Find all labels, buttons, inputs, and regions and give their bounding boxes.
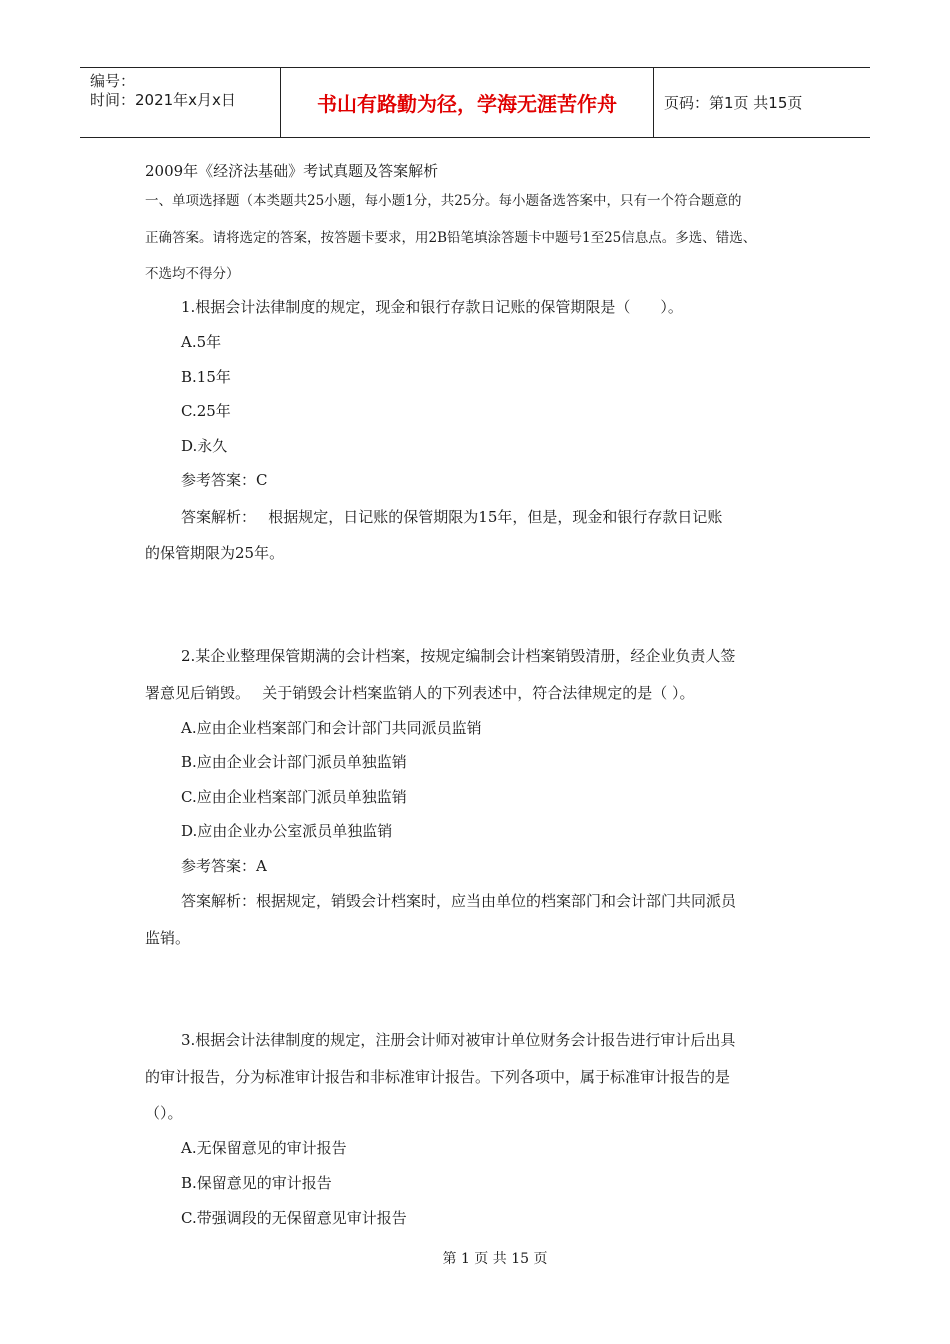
question-2-stem: 2.某企业整理保管期满的会计档案，按规定编制会计档案销毁清册，经企业负责人签 xyxy=(181,647,736,665)
section-intro-line: 一、单项选择题（本类题共25小题，每小题1分，共25分。每小题备选答案中，只有一个符合题意的 xyxy=(145,193,742,209)
question-1-option: B.15年 xyxy=(181,368,231,386)
question-2-analysis: 监销。 xyxy=(145,929,191,947)
question-1-analysis: 答案解析： 根据规定，日记账的保管期限为15年，但是，现金和银行存款日记账 xyxy=(181,508,723,526)
section-intro-line: 不选均不得分） xyxy=(145,266,240,282)
header-motto: 书山有路勤为径，学海无涯苦作舟 xyxy=(281,68,654,137)
number-label: 编号： xyxy=(90,72,136,90)
date-label: 时间：2021年x月x日 xyxy=(90,91,236,109)
question-3-option: C.带强调段的无保留意见审计报告 xyxy=(181,1209,407,1227)
question-2-option: C.应由企业档案部门派员单独监销 xyxy=(181,788,407,806)
question-2-option: B.应由企业会计部门派员单独监销 xyxy=(181,753,407,771)
question-1-stem: 1.根据会计法律制度的规定，现金和银行存款日记账的保管期限是（ ）。 xyxy=(181,298,683,316)
question-2-answer: 参考答案：A xyxy=(181,857,267,875)
question-1-answer: 参考答案：C xyxy=(181,471,268,489)
question-2-stem: 署意见后销毁。 关于销毁会计档案监销人的下列表述中，符合法律规定的是（ ）。 xyxy=(145,684,695,702)
question-1-option: C.25年 xyxy=(181,402,231,420)
header-page-info: 页码：第1页 共15页 xyxy=(664,94,803,112)
question-3-stem: （）。 xyxy=(145,1104,183,1122)
doc-title: 2009年《经济法基础》考试真题及答案解析 xyxy=(145,162,439,180)
question-2-option: D.应由企业办公室派员单独监销 xyxy=(181,822,393,840)
section-intro-line: 正确答案。请将选定的答案，按答题卡要求，用2B铅笔填涂答题卡中题号1至25信息点。多选、错选、 xyxy=(145,230,757,246)
question-3-option: A.无保留意见的审计报告 xyxy=(181,1139,347,1157)
question-1-option: D.永久 xyxy=(181,437,228,455)
header-meta xyxy=(80,68,281,137)
question-3-stem: 3.根据会计法律制度的规定，注册会计师对被审计单位财务会计报告进行审计后出具 xyxy=(181,1031,736,1049)
question-1-analysis: 的保管期限为25年。 xyxy=(145,544,285,562)
footer-page-number: 第 1 页 共 15 页 xyxy=(442,1251,548,1267)
question-2-analysis: 答案解析：根据规定，销毁会计档案时，应当由单位的档案部门和会计部门共同派员 xyxy=(181,892,737,910)
question-1-option: A.5年 xyxy=(181,333,222,351)
page-footer xyxy=(0,1248,950,1268)
question-3-stem: 的审计报告，分为标准审计报告和非标准审计报告。下列各项中，属于标准审计报告的是 xyxy=(145,1068,731,1086)
question-3-option: B.保留意见的审计报告 xyxy=(181,1174,332,1192)
document-header xyxy=(80,67,870,138)
question-2-option: A.应由企业档案部门和会计部门共同派员监销 xyxy=(181,719,482,737)
